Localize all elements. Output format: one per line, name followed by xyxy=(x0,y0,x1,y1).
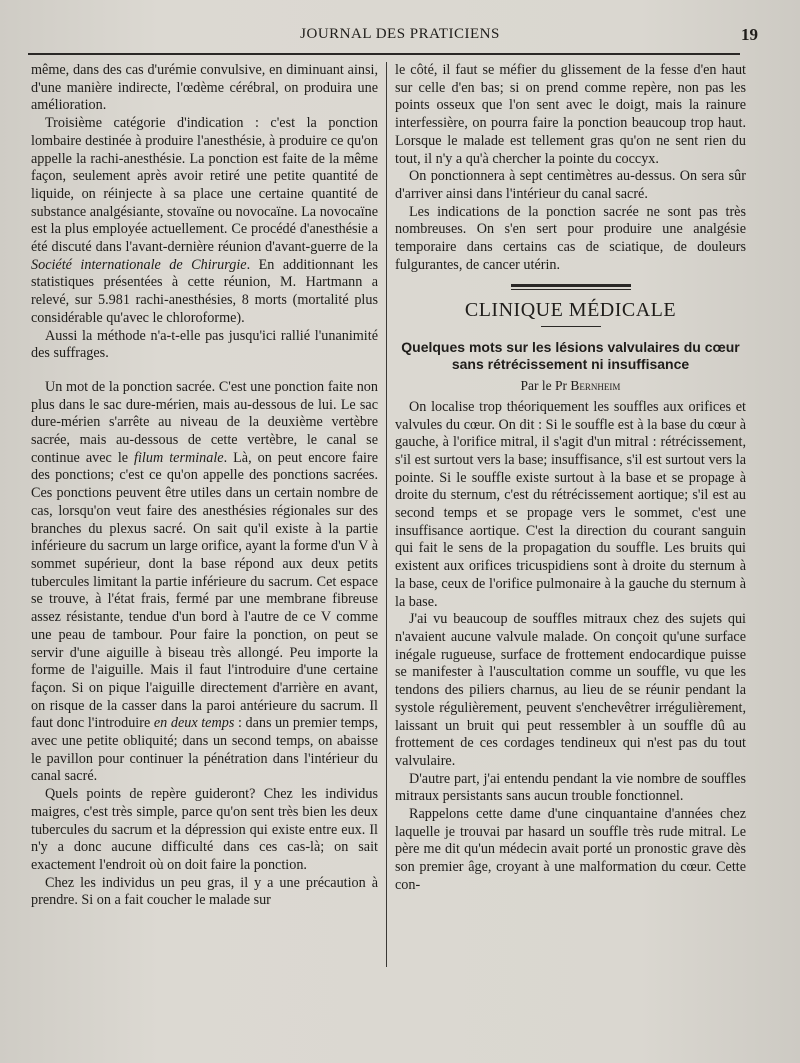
paragraph: Quels points de repère guideront? Chez les individus maigres, c'est très simple, parce qu'on sent très bien les deux tubercules du sacrum et la dépression qui existe entre eux. Il n'y a donc aucune difficulté dans ces cas-là; on sait exactement l'endroit où on doit faire la ponction. xyxy=(31,786,378,873)
paragraph: Aussi la méthode n'a-t-elle pas jusqu'ici rallié l'unanimité des suffrages. xyxy=(31,327,378,362)
section-separator xyxy=(511,284,631,290)
paragraph: J'ai vu beaucoup de souffles mitraux chez des sujets qui n'avaient aucune valvule malade. On conçoit qu'une surface inégale rugueuse, surface de frottement endocardique puisse se manifester à l'auscultation comme un souffle, vu que les tendons des piliers charnus, au lieu de se réunir pendant la systole régulièrement, peuvent s'enchevêtrer irrégulièrement, laissant un bruit qui peut ressembler à un souffle dû au frottement de ces cordages tendineux qui n'est pas du tout valvulaire. xyxy=(395,611,746,769)
italic-term: en deux temps xyxy=(153,715,235,732)
header-rule xyxy=(28,53,740,55)
paragraph: même, dans des cas d'urémie convulsive, en diminuant ainsi, d'une manière indirecte, l'œdème cérébral, on produira une amélioration. xyxy=(31,62,378,114)
article-title: Quelques mots sur les lésions valvulaires du cœur sans rétrécissement ni insuffisance xyxy=(401,339,740,373)
paragraph: On localise trop théoriquement les souffles aux orifices et valvules du cœur. On dit : Si le souffle est à la base du cœur à gauche, à l'orifice mitral, il s'agit d'un mitral : rétrécissement, s'il est surtout vers la base; insuffisance, s'il est surtout vers la pointe. Si le souffle existe surtout à la base et se propage à droite du sternum, c'est du rétrécissement aortique; s'il est au second temps et se propage vers le sommet, c'est une insuffisance aortique. C'est la direction du courant sanguin qui fait le sens de la propagation du souffle. Les bruits qui existent aux orifices tricuspidiens sont à droite du sternum à la base, ceux de l'orifice pulmonaire à la gauche du sternum à la base. xyxy=(395,398,746,610)
paragraph-gap xyxy=(31,363,378,379)
paragraph-text: : dans un premier temps, avec une petite obliquité; dans un second temps, on abaisse le pavillon pour continuer la pénétration dans l'intérieur du canal sacré. xyxy=(31,715,378,785)
paragraph xyxy=(31,379,378,786)
paragraph-text: Troisième catégorie d'indication : c'est la ponction lombaire destinée à produire l'anesthésie, à produire ce qu'on appelle la rachi-anesthésie. La ponction est faite de la même façon, seulement après avoir retiré une petite quantité de liquide, on réinjecte à sa place une certaine quantité de substance analgésiante, stovaïne ou novocaïne. La novocaïne est la plus employée actuellement. Ce procédé d'anesthésie a été discuté dans l'avant-dernière réunion d'avant-guerre de la xyxy=(31,115,378,256)
section-title: CLINIQUE MÉDICALE xyxy=(464,299,677,322)
paragraph: Rappelons cette dame d'une cinquantaine d'années chez laquelle je trouvai par hasard un souffle très rude mitral. Le père me dit qu'un médecin avait porté un pronostic grave dès son premier âge, croyant à une malformation du cœur. Cette con- xyxy=(395,806,746,893)
page-header xyxy=(30,20,770,46)
section-rule xyxy=(541,326,601,327)
paragraph-text: Un mot de la ponction sacrée. C'est une ponction faite non plus dans le sac dure-mérien, mais au-dessous de lui. Le sac dure-mérien s'arrête au niveau de la deuxième vertèbre sacrée, mais au-dessous de cette vertèbre, le canal se continue avec le xyxy=(31,378,378,466)
byline-prefix: Par le Pr xyxy=(520,378,568,394)
paragraph-text: . En additionnant les statistiques présentées à cette réunion, M. Hartmann a relevé, sur 5.981 rachi-anesthésies, 8 morts (mortalité plus considérable qu'avec le chloroforme). xyxy=(31,256,378,326)
left-column xyxy=(31,62,378,910)
byline xyxy=(395,377,746,395)
paragraph: On ponctionnera à sept centimètres au-dessus. On sera sûr d'arriver ainsi dans l'intérieur du canal sacré. xyxy=(395,168,746,202)
byline-author: Bernheim xyxy=(570,378,621,394)
paragraph xyxy=(31,115,378,327)
society-name: Société internationale de Chirurgie xyxy=(31,256,247,273)
paragraph: Chez les individus un peu gras, il y a une précaution à prendre. Si on a fait coucher le malade sur xyxy=(31,874,378,909)
paragraph-text: . Là, on peut encore faire des ponctions; c'est ce qu'on appelle des ponctions sacrées. Ces ponctions peuvent être utiles dans un certain nombre de cas, lorsqu'on veut faire des anesthésies régionales sur des branches du plexus sacré. On sait qu'il existe à la partie inférieure du sacrum un large orifice, ayant la forme d'un V à sommet supérieur, dont la base répond aux deux petits tubercules limitant la partie inférieure du sacrum. Cet espace se trouve, à l'état frais, fermé par une membrane fibreuse assez résistante, tendue d'un bord à l'autre de ce V comme une peau de tambour. Pour faire la ponction, on peut se servir d'une aiguille à biseau très allongé. Peu importe la forme de l'aiguille. Mais il faut l'introduire d'une certaine façon. Si on pique l'aiguille directement d'arrière en avant, on risque de la casser dans la paroi antérieure du sacrum. Il faut donc l'introduire xyxy=(31,449,378,732)
paragraph: le côté, il faut se méfier du glissement de la fesse d'en haut sur celle d'en bas; si on prend comme repère, non pas les points osseux que l'on sent avec le doigt, mais la rainure interfessière, on pourra faire la ponction beaucoup trop haut. Lorsque le malade est tellement gras qu'on ne sent rien du tout, il n'y a qu'à chercher la pointe du coccyx. xyxy=(395,62,746,167)
journal-title: JOURNAL DES PRATICIENS xyxy=(300,26,500,42)
page-number: 19 xyxy=(741,25,758,44)
paragraph: D'autre part, j'ai entendu pendant la vie nombre de souffles mitraux persistants sans aucun trouble fonctionnel. xyxy=(395,770,746,805)
paragraph: Les indications de la ponction sacrée ne sont pas très nombreuses. On s'en sert pour produire une analgésie temporaire dans certains cas de sciatique, de douleurs fulgurantes, de cancer utérin. xyxy=(395,203,746,273)
italic-term: filum terminale xyxy=(134,449,224,466)
right-column xyxy=(395,62,746,895)
column-divider xyxy=(386,62,387,967)
